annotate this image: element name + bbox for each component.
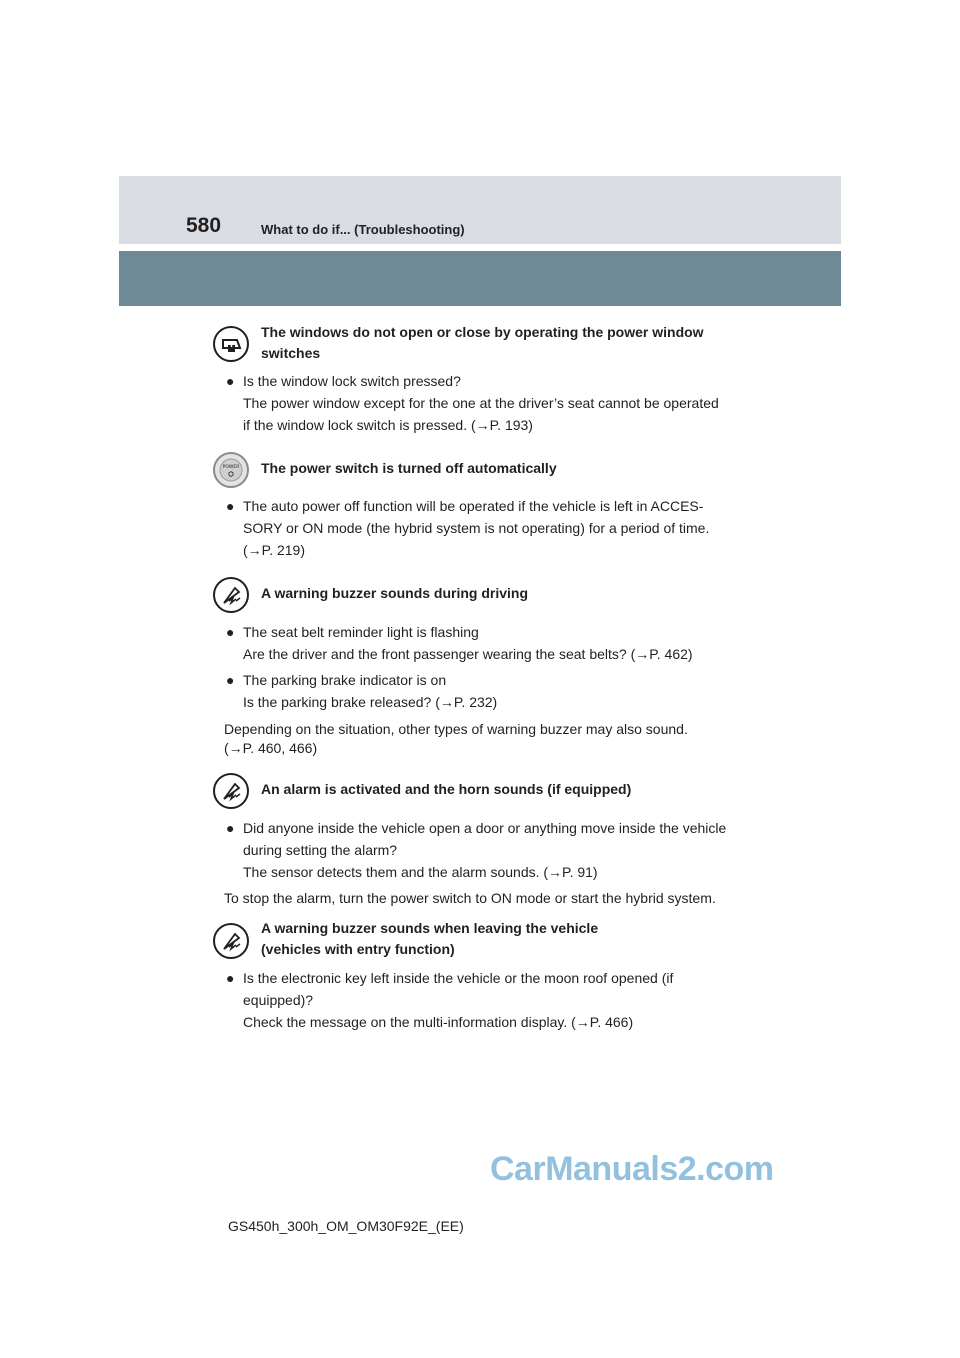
bullet-dot: ● [226, 373, 235, 389]
section-title: What to do if... (Troubleshooting) [261, 222, 465, 237]
list-item: ● Did anyone inside the vehicle open a door or anything move inside the vehicle during setting the alarm? The sensor detects them and the alarm sounds. (→P. 91) [226, 817, 746, 883]
alarm-horn-icon [213, 773, 249, 809]
bullet-dot: ● [226, 970, 235, 986]
heading-power-switch: The power switch is turned off automatically [261, 460, 557, 476]
warning-buzzer-leaving-icon [213, 923, 249, 959]
page-number: 580 [186, 214, 222, 237]
list-item: ● Is the window lock switch pressed? The power window except for the one at the driver’s seat cannot be operated if the window lock switch is pressed. (→P. 193) [226, 370, 746, 436]
list-item: ● The seat belt reminder light is flashing Are the driver and the front passenger wearing the seat belts? (→P. 462) [226, 621, 746, 665]
watermark-logo: CarManuals2.com [490, 1150, 774, 1188]
list-item: ● The auto power off function will be operated if the vehicle is left in ACCES- SORY or ON mode (the hybrid system is not operating) for a period of time. (→P. 219) [226, 495, 746, 561]
bullet-dot: ● [226, 624, 235, 640]
bullet-dot: ● [226, 498, 235, 514]
list-item: ● Is the electronic key left inside the vehicle or the moon roof opened (if equipped)? Check the message on the multi-information display. (→P. 466) [226, 967, 746, 1033]
heading-warning-buzzer-driving: A warning buzzer sounds during driving [261, 585, 529, 601]
power-switch-icon [213, 452, 249, 488]
bullet-dot: ● [226, 820, 235, 836]
header-band [119, 176, 841, 244]
warning-buzzer-icon [213, 577, 249, 613]
svg-text:POWER: POWER [222, 465, 240, 470]
list-item: ● The parking brake indicator is on Is the parking brake released? (→P. 232) [226, 669, 746, 713]
title-band [119, 251, 841, 306]
note-warning-buzzer: Depending on the situation, other types of warning buzzer may also sound. (→P. 460, 466) [224, 721, 688, 756]
note-alarm: To stop the alarm, turn the power switch to ON mode or start the hybrid system. [224, 890, 716, 906]
heading-power-window: The windows do not open or close by operating the power window switches [261, 324, 704, 361]
footer-doc-code: GS450h_300h_OM_OM30F92E_(EE) [228, 1218, 464, 1234]
heading-alarm: An alarm is activated and the horn sounds (if equipped) [261, 781, 632, 797]
heading-warning-buzzer-leaving: A warning buzzer sounds when leaving the vehicle (vehicles with entry function) [261, 920, 599, 957]
power-window-icon [213, 326, 249, 362]
bullet-dot: ● [226, 672, 235, 688]
